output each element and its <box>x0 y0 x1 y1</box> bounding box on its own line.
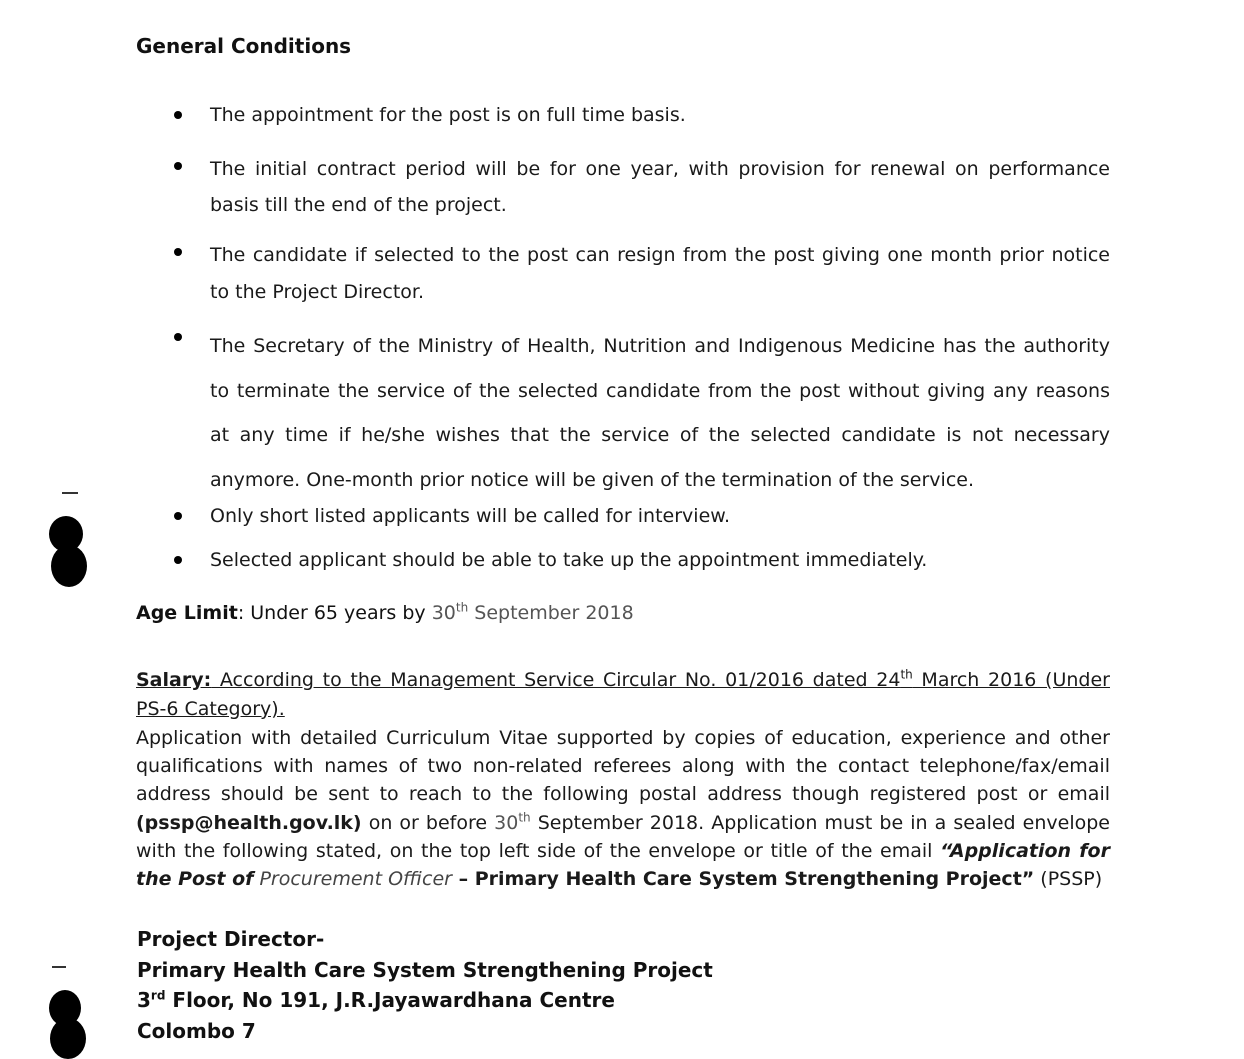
bullet-icon <box>174 512 182 520</box>
age-limit-suffix: th <box>455 600 469 615</box>
deadline-day: 30 <box>494 811 519 834</box>
email-title-project: Primary Health Care System Strengthening Project” <box>474 868 1035 891</box>
bullet-text: The Secretary of the Ministry of Health, Nutrition and Indigenous Medicine has the authority to terminate the service of the selected candidate from the post without giving any reasons at any time if he/she wishes that the service of the selected candidate is not necessary anymore. One-month prior notice will be given of the termination of the service. <box>210 335 1110 491</box>
bullet-text: Selected applicant should be able to take up the appointment immediately. <box>210 549 928 571</box>
address-line: Colombo 7 <box>137 1018 256 1043</box>
application-paragraph <box>136 724 1110 893</box>
email-title-dash: – <box>451 868 475 891</box>
scan-mark <box>52 966 66 968</box>
bullet-text: The candidate if selected to the post can resign from the post giving one month prior notice to the Project Director. <box>210 244 1110 303</box>
bullet-item <box>174 237 1110 311</box>
email-title-post: Procurement Officer <box>259 868 452 891</box>
punch-hole-icon <box>51 545 87 587</box>
bullet-item <box>174 324 1110 502</box>
salary-paragraph <box>136 666 1110 724</box>
bullet-icon <box>174 556 182 564</box>
salary-text-after: March 2016 (Under PS-6 Category). <box>136 669 1110 720</box>
age-limit-date: September 2018 <box>468 602 634 624</box>
application-text: (PSSP) <box>1034 868 1103 891</box>
bullet-icon <box>174 333 182 341</box>
bullet-text: Only short listed applicants will be called for interview. <box>210 505 731 527</box>
bullet-item <box>174 102 1110 128</box>
age-limit-day: 30 <box>431 602 456 624</box>
address-line: Project Director- <box>137 927 325 951</box>
age-limit-text: : Under 65 years by <box>237 602 432 624</box>
bullet-text: The appointment for the post is on full time basis. <box>210 104 686 126</box>
punch-hole-icon <box>50 1018 86 1059</box>
bullet-item <box>174 503 1110 529</box>
application-text: Application with detailed Curriculum Vitae supported by copies of education, experience and other qualifications with names of two non-related referees along with the contact telephone/fax/email address should be sent to reach to the following postal address though registered post or email <box>136 727 1110 806</box>
email-title-italic: “Application for the Post of <box>136 839 1110 891</box>
section-heading: General Conditions <box>136 34 352 58</box>
salary-label: Salary: <box>136 669 212 691</box>
address-line: Primary Health Care System Strengthening Project <box>137 957 713 982</box>
application-text: September 2018. Application must be in a sealed envelope with the following stated, on the top left side of the envelope or title of the email <box>136 811 1110 862</box>
deadline-suffix: th <box>518 810 531 825</box>
contact-email: (pssp@health.gov.lk) <box>136 811 362 834</box>
application-text: on or before <box>361 811 495 834</box>
salary-text: According to the Management Service Circular No. 01/2016 dated 24 <box>211 669 901 691</box>
bullet-icon <box>174 162 182 170</box>
age-limit-label: Age Limit <box>136 602 238 624</box>
floor-number: 3 <box>137 988 151 1012</box>
salary-suffix: th <box>900 667 913 682</box>
floor-suffix: rd <box>150 988 166 1003</box>
bullet-icon <box>174 111 182 119</box>
postal-address <box>137 924 713 1046</box>
bullet-item <box>174 547 1110 573</box>
age-limit <box>136 602 634 624</box>
bullet-item <box>174 151 1110 223</box>
scan-mark <box>62 492 78 494</box>
address-street: Floor, No 191, J.R.Jayawardhana Centre <box>165 988 615 1012</box>
bullet-icon <box>174 248 182 256</box>
bullet-text: The initial contract period will be for one year, with provision for renewal on performance basis till the end of the project. <box>210 158 1110 216</box>
address-line <box>137 985 713 1016</box>
